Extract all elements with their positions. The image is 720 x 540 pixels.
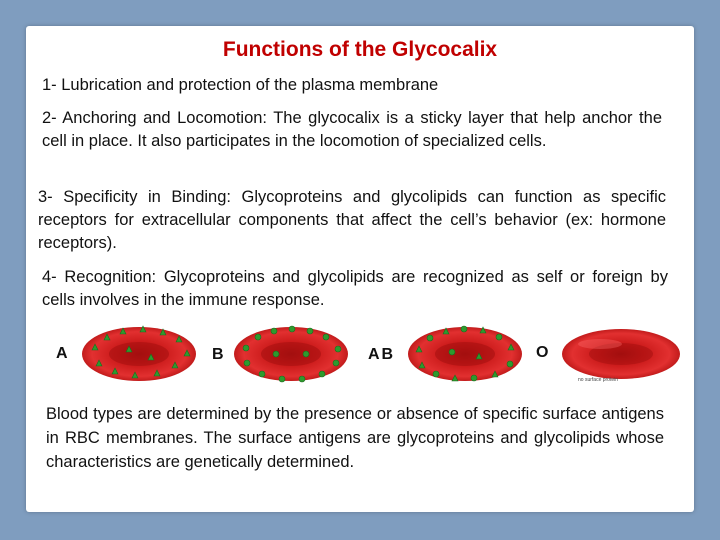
blood-type-label-a: A	[56, 345, 68, 362]
function-item-3: 3- Specificity in Binding: Glycoproteins and glycolipids can function as specific receptors for extracellular components that affect the cell’s behavior (ex: hormone receptors).	[38, 188, 666, 252]
function-item-4: 4- Recognition: Glycoproteins and glycolipids are recognized as self or foreign by cells involves in the immune response.	[42, 268, 668, 309]
blood-type-label-o: O	[536, 344, 549, 361]
slide-title: Functions of the Glycocalix	[222, 38, 498, 61]
function-item-2: 2- Anchoring and Locomotion: The glycocalix is a sticky layer that help anchor the cell in place. It also participates in the locomotion of specialized cells.	[42, 109, 662, 150]
red-blood-cell-ab-image	[406, 324, 524, 384]
blood-type-summary: Blood types are determined by the presence or absence of specific surface antigens in RBC membranes. The surface antigens are glycoproteins and glycolipids whose characteristics are genetically determined.	[46, 405, 664, 471]
no-surface-protein-caption: no surface protein	[578, 377, 619, 383]
blood-type-label-ab: AB	[368, 346, 396, 363]
red-blood-cell-o-image	[560, 324, 682, 384]
slide	[26, 26, 694, 512]
red-blood-cell-b-image	[232, 324, 350, 384]
function-item-1: 1- Lubrication and protection of the plasma membrane	[42, 76, 439, 94]
blood-type-label-b: B	[212, 346, 224, 363]
red-blood-cell-a-image	[80, 324, 198, 384]
